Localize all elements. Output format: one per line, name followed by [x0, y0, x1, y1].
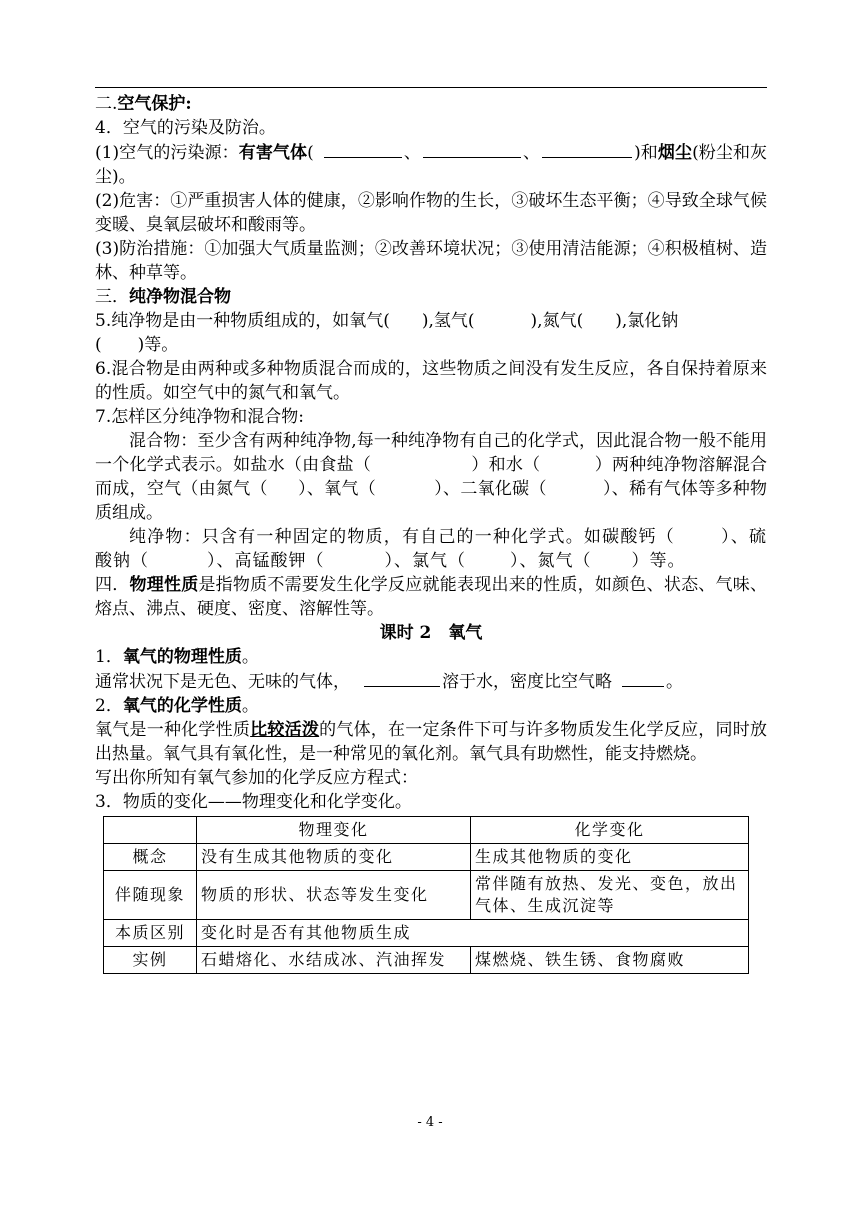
oxygen-physical-text: 通常状况下是无色、无味的气体， 溶于水，密度比空气略 。 — [95, 669, 767, 694]
change-table — [103, 816, 749, 974]
oxygen-chemical-heading: 2．氧气的化学性质。 — [95, 696, 259, 716]
section4: 四．物理性质是指物质不需要发生化学反应就能表现出来的性质，如颜色、状态、气味、熔点、沸点、硬度、密度、溶解性等。 — [95, 575, 768, 619]
table-row — [104, 844, 749, 871]
table-cell: 煤燃烧、铁生锈、食物腐败 — [471, 947, 749, 974]
page-number: - 4 - — [417, 1115, 443, 1130]
oxygen-equation-prompt: 写出你所知有氧气参加的化学反应方程式： — [95, 768, 418, 788]
table-cell: 常伴随有放热、发光、变色，放出气体、生成沉淀等 — [471, 871, 749, 920]
table-cell: 生成其他物质的变化 — [471, 844, 749, 871]
pure-paragraph: 纯净物：只含有一种固定的物质，有自己的一种化学式。如碳酸钙（ ）、硫酸钠（ ）、高锰酸钾（ ）、氯气（ ）、氮气（ ）等。 — [95, 527, 768, 571]
table-header-row — [104, 817, 749, 844]
table-header-cell — [104, 817, 197, 844]
table-header-cell: 化学变化 — [471, 817, 749, 844]
item4-3: (3)防治措施：①加强大气质量监测；②改善环境状况；③使用清洁能源；④积极植树、造林、种草等。 — [95, 239, 767, 283]
table-header-cell: 物理变化 — [197, 817, 471, 844]
row-label: 本质区别 — [104, 920, 197, 947]
oxygen-physical-heading: 1．氧气的物理性质。 — [95, 647, 259, 667]
section3-heading: 三．纯净物混合物 — [95, 287, 231, 307]
item7: 7.怎样区分纯净物和混合物: — [95, 407, 304, 427]
table-row — [104, 871, 749, 920]
row-label: 伴随现象 — [104, 871, 197, 920]
table-cell: 没有生成其他物质的变化 — [197, 844, 471, 871]
table-cell: 物质的形状、状态等发生变化 — [197, 871, 471, 920]
row-label: 概念 — [104, 844, 197, 871]
lesson-title: 课时 2 氧气 — [379, 623, 483, 643]
item4-heading: 4．空气的污染及防治。 — [95, 118, 276, 138]
section2-heading: 二.空气保护: — [95, 94, 192, 114]
item4-2: (2)危害：①严重损害人体的健康，②影响作物的生长，③破坏生态平衡；④导致全球气候变暖、臭氧层破坏和酸雨等。 — [95, 191, 767, 235]
table-row — [104, 947, 749, 974]
mixture-paragraph: 混合物：至少含有两种纯净物,每一种纯净物有自己的化学式，因此混合物一般不能用一个化学式表示。如盐水（由食盐（ ）和水（ ）两种纯净物溶解混合而成，空气（由氮气（ ）、氧气（ ）、二氧化碳（ ）、稀有气体等多种物质组成。 — [95, 431, 768, 523]
item4-1: (1)空气的污染源：有害气体( 、 、 )和烟尘(粉尘和灰尘)。 — [95, 140, 767, 189]
item5: 5.纯净物是由一种物质组成的，如氧气( ),氢气( ),氮气( ),氯化钠 ( )等。 — [95, 311, 679, 355]
header-rule — [95, 87, 767, 88]
oxygen-chemical-text: 氧气是一种化学性质比较活泼的气体，在一定条件下可与许多物质发生化学反应，同时放出热量。氧气具有氧化性，是一种常见的氧化剂。氧气具有助燃性，能支持燃烧。 — [95, 720, 768, 764]
table-cell-merged: 变化时是否有其他物质生成 — [197, 920, 749, 947]
change-heading: 3．物质的变化——物理变化和化学变化。 — [95, 792, 412, 812]
item6: 6.混合物是由两种或多种物质混合而成的，这些物质之间没有发生反应，各自保持着原来的性质。如空气中的氮气和氧气。 — [95, 359, 767, 403]
table-cell: 石蜡熔化、水结成冰、汽油挥发 — [197, 947, 471, 974]
document-body — [95, 92, 767, 974]
row-label: 实例 — [104, 947, 197, 974]
table-row — [104, 920, 749, 947]
